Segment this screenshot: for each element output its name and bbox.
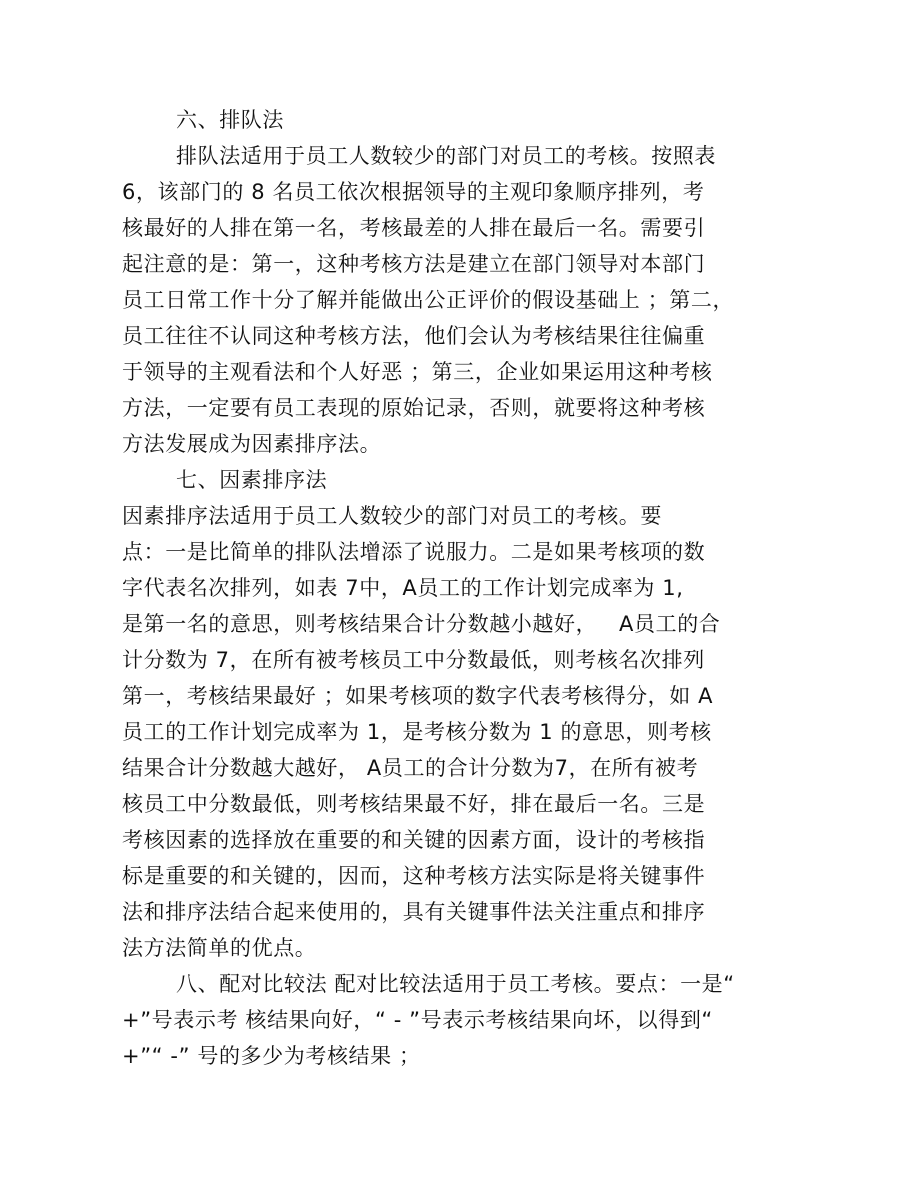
paragraph-line: 点：一是比简单的排队法增添了说服力。二是如果考核项的数 — [122, 540, 706, 564]
paragraph-line: 法方法简单的优点。 — [122, 936, 317, 960]
heading-factor-ranking-method: 七、因素排序法 — [176, 468, 328, 492]
paragraph-line: +”号表示考 核结果向好，“ - ”号表示考核结果向坏，以得到“ — [122, 1008, 713, 1032]
paragraph-line: 员工日常工作十分了解并能做出公正评价的假设基础上 ；第二， — [122, 288, 735, 312]
paragraph-line: 标是重要的和关键的，因而，这种考核方法实际是将关键事件 — [122, 864, 706, 888]
heading-ranking-method: 六、排队法 — [176, 108, 284, 132]
paragraph-line: 第一，考核结果最好 ；如果考核项的数字代表考核得分，如 A — [122, 684, 714, 708]
paragraph-line: 是第一名的意思，则考核结果合计分数越小越好， A员工的合 — [122, 612, 721, 636]
paragraph-line: 排队法适用于员工人数较少的部门对员工的考核。按照表 — [176, 144, 716, 168]
paragraph-line: 因素排序法适用于员工人数较少的部门对员工的考核。要 — [122, 504, 662, 528]
paragraph-line: 核最好的人排在第一名，考核最差的人排在最后一名。需要引 — [122, 216, 706, 240]
paragraph-line: 于领导的主观看法和个人好恶 ；第三，企业如果运用这种考核 — [122, 360, 713, 384]
paragraph-line: 核员工中分数最低，则考核结果最不好，排在最后一名。三是 — [122, 792, 706, 816]
paragraph-line: 结果合计分数越大越好， A员工的合计分数为7，在所有被考 — [122, 756, 699, 780]
paragraph-line: 员工的工作计划完成率为 1，是考核分数为 1 的意思，则考核 — [122, 720, 712, 744]
paragraph-line: 字代表名次排列，如表 7中，A员工的工作计划完成率为 1, — [122, 576, 684, 600]
paragraph-line: 法和排序法结合起来使用的，具有关键事件法关注重点和排序 — [122, 900, 706, 924]
paragraph-line: +”“ -” 号的多少为考核结果 ； — [122, 1044, 421, 1068]
heading-paired-comparison-method: 八、配对比较法 配对比较法适用于员工考核。要点：一是“ — [176, 972, 735, 996]
paragraph-line: 6，该部门的 8 名员工依次根据领导的主观印象顺序排列，考 — [122, 180, 705, 204]
paragraph-line: 方法发展成为因素排序法。 — [122, 432, 382, 456]
paragraph-line: 员工往往不认同这种考核方法，他们会认为考核结果往往偏重 — [122, 324, 706, 348]
paragraph-line: 方法，一定要有员工表现的原始记录，否则，就要将这种考核 — [122, 396, 706, 420]
paragraph-line: 起注意的是：第一，这种考核方法是建立在部门领导对本部门 — [122, 252, 706, 276]
paragraph-line: 计分数为 7，在所有被考核员工中分数最低，则考核名次排列 — [122, 648, 705, 672]
paragraph-line: 考核因素的选择放在重要的和关键的因素方面，设计的考核指 — [122, 828, 706, 852]
